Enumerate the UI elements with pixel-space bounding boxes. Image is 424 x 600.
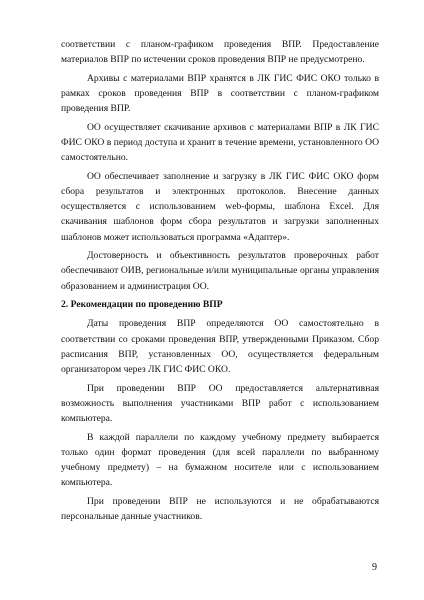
paragraph-personal-data: При проведении ВПР не используются и не обрабатываются персональные данные участников.	[61, 495, 379, 523]
paragraph-archives-storage: Архивы с материалами ВПР хранятся в ЛК ГИС ФИС ОКО только в рамках сроков проведения ВПР в соответствии с планом-графиком проведения ВПР.	[61, 72, 379, 115]
paragraph-archives-download: ОО осуществляет скачивание архивов с материалами ВПР в ЛК ГИС ФИС ОКО в период доступа и хранит в течение времени, установленного ОО самостоятельно.	[61, 121, 379, 164]
paragraph-reliability: Достоверность и объективность результатов проверочных работ обеспечивают ОИВ, региональные и/или муниципальные органы управления образованием и администрация ОО.	[61, 250, 379, 292]
paragraph-format-choice: В каждой параллели по каждому учебному предмету выбирается только один формат проведения (для всей параллели по выбранному учебному предмету) – на бумажном носителе или с использованием компьютера.	[61, 431, 379, 489]
section-heading: 2. Рекомендации по проведению ВПР	[61, 299, 223, 311]
page-number: 9	[372, 562, 377, 573]
page-content	[61, 37, 379, 528]
paragraph-computer-option: При проведении ВПР ОО предоставляется альтернативная возможность выполнения участниками ВПР работ с использованием компьютера.	[61, 382, 379, 425]
paragraph-continuation: соответствии с планом-графиком проведения ВПР. Предоставление материалов ВПР по истечении сроков проведения ВПР не предусмотрено.	[61, 39, 379, 66]
paragraph-results-upload: ОО обеспечивает заполнение и загрузку в ЛК ГИС ФИС ОКО форм сбора результатов и электронных протоколов. Внесение данных осуществляется с использованием web-формы, шаблона Excel. Для скачивания шаблонов форм сбора результатов и загрузки заполненных шаблонов может использоваться программа «Адаптер».	[61, 170, 379, 243]
paragraph-dates: Даты проведения ВПР определяются ОО самостоятельно в соответствии со сроками проведения ВПР, утвержденными Приказом. Сбор расписания ВПР, установленных ОО, осуществляется федеральным организатором через ЛК ГИС ФИС ОКО.	[61, 318, 379, 376]
